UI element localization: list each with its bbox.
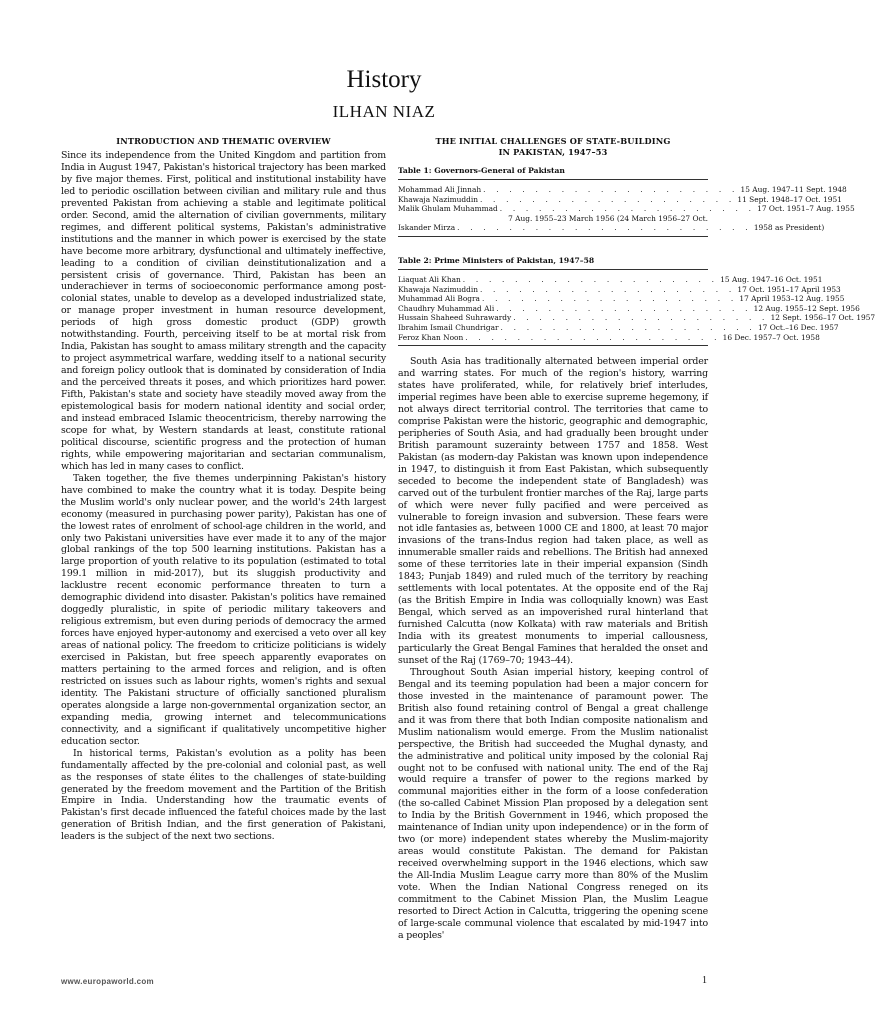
table-row — [398, 223, 825, 233]
leader-dots: . . . . . . . . . . . . . . . . . . . . — [462, 274, 719, 284]
table-rule — [398, 269, 708, 270]
page-title: History — [346, 66, 422, 93]
table-cell-dates: 15 Aug. 1947–11 Sept. 1948 — [740, 185, 847, 194]
table-governors-general — [398, 166, 855, 237]
table-cell-name: Khawaja Nazimuddin — [398, 284, 478, 294]
table-row — [398, 303, 860, 314]
table-cell-name: Feroz Khan Noon — [398, 332, 464, 342]
table-prime-ministers — [398, 255, 875, 346]
table-caption: Table 2: Prime Ministers of Pakistan, 1947–58 — [398, 255, 595, 265]
table-caption: Table 1: Governors-General of Pakistan — [398, 166, 565, 175]
table-row — [398, 322, 839, 333]
table-row — [398, 332, 820, 343]
leader-dots: . . . . . . . . . . . . . . . . . . . . — [465, 332, 721, 342]
table-cell-name: Malik Ghulam Muhammad — [398, 204, 498, 214]
body-paragraph: In historical terms, Pakistan's evolution as a polity has been fundamentally affected by the pre-colonial and colonial past, as well as the responses of state élites to the challenges of state-building generated by the freedom movement and the Partition of the British Empire in India. Understanding how the traumatic events of Pakistan's first decade influenced the fateful choices made by the last generation of British Indian, and the first generation of Pakistani, leaders is the subject of the next two sections. — [61, 747, 386, 843]
leader-dots: . . . . . . . . . . . . . . . . . . . . — [483, 185, 739, 194]
section-heading-line: THE INITIAL CHALLENGES OF STATE-BUILDING — [435, 136, 671, 146]
table-cell-name: Hussain Shaheed Suhrawardy — [398, 313, 512, 323]
footer-website: www.europaworld.com — [61, 977, 154, 986]
left-column — [61, 133, 386, 843]
table-cell-dates: 11 Sept. 1948–17 Oct. 1951 — [737, 194, 842, 204]
body-paragraph: South Asia has traditionally alternated between imperial order and warring states. For much of the region's history, warring states have proliferated, while, for relatively brief interludes, imperial regimes have been able to exercise supreme hegemony, if not always direct territorial control. The territories that came to comprise Pakistan were the historic, geographic and demographic, peripheries of South Asia, and had gradually been brought under British paramount suzerainty between 1757 and 1858. West Pakistan (as modern-day Pakistan was known upon independence in 1947, to distinguish it from East Pakistan, which subsequently seceded to become the independent state of Bangladesh) was carved out of the turbulent frontier marches of the Raj, large parts of which were never fully pacified and were perceived as vulnerable to foreign invasion and subversion. These fears were not idle fantasies as, between 1000 CE and 1800, at least 70 major invasions of the trans-Indus region had taken place, as well as innumerable smaller raids and rebellions. The British had annexed some of these territories late in their imperial expansion (Sindh 1843; Punjab 1849) and ruled much of the territory by reaching settlements with local potentates. At the opposite end of the Raj (as the British Empire in India was colloquially known) was East Bengal, which served as an impoverished rural hinterland that furnished Calcutta (now Kolkata) with raw materials and British India with its greatest monuments to imperial callousness, particularly the Great Bengal Famines that heralded the onset and sunset of the Raj (1769–70; 1943–44). — [398, 356, 708, 666]
body-paragraph: Throughout South Asian imperial history, keeping control of Bengal and its teeming population had been a major concern for those invested in the maintenance of paramount power. The British also found retaining control of Bengal a great challenge and it was from there that both Indian composite nationalism and Muslim nationalism would emerge. From the Muslim nationalist perspective, the British had succeeded the Mughal dynasty, and the administrative and political unity imposed by the colonial Raj ought not to be confused with national unity. The end of the Raj would require a transfer of power to the regions marked by communal majorities either in the form of a loose confederation (the so-called Cabinet Mission Plan proposed by a delegation sent to India by the British Government in 1946, which proposed the maintenance of Indian unity upon independence) or in the form of two (or more) independent states whereby the Muslim-majority areas would constitute Pakistan. The demand for Pakistan received overwhelming support in the 1946 elections, which saw the All-India Muslim League carry more than 80% of the Muslim vote. When the Indian National Congress reneged on its commitment to the Cabinet Mission Plan, the Muslim League resorted to Direct Action in Calcutta, triggering the opening scene of large-scale communal violence that escalated by mid-1947 into a peoples' — [398, 666, 708, 941]
table-row — [398, 204, 855, 214]
table-rule — [398, 179, 708, 180]
table-row — [398, 313, 875, 323]
table-cell-name: Iskander Mirza — [398, 223, 456, 233]
table-cell-name: Muhammad Ali Bogra — [398, 294, 480, 304]
body-paragraph: Taken together, the five themes underpinning Pakistan's history have combined to make the country what it is today. Despite being the Muslim world's only nuclear power, and the world's 24th largest economy (measured in purchasing power parity), Pakistan has one of the lowest rates of enrolment of school-age children in the world, and only two Pakistani universities have ever made it to any of the major global rankings of the top 500 learning institutions. Pakistan has a large proportion of youth relative to its population (estimated to total 199.1 million in mid-2017), but its sluggish productivity and lacklustre recent economic performance threaten to turn a demographic dividend into disaster. Pakistan's politics have remained doggedly pluralistic, in spite of periodic military takeovers and religious extremism, but even during periods of democracy the armed forces have enjoyed hyper-autonomy and exercised a veto over all key areas of national policy. The freedom to criticize politicians is widely exercised in Pakistan, but free speech apparently evaporates on matters pertaining to the armed forces and religion, and is often restricted on issues such as labour rights, women's rights and sexual identity. The Pakistani structure of officially sanctioned pluralism operates alongside a large non-governmental organization sector, an expanding media, growing internet and telecommunications connectivity, and a significant if qualitatively uncompetitive higher education sector. — [61, 472, 386, 747]
table-row — [398, 284, 841, 295]
table-cell-dates: 17 Oct. 1951–7 Aug. 1955 — [757, 204, 855, 214]
table-row — [398, 185, 847, 195]
table-row — [398, 294, 845, 304]
leader-dots: . . . . . . . . . . . . . . . . . . . . — [479, 194, 736, 204]
table-cell-dates: 1958 as President) — [753, 223, 825, 233]
table-cell-dates: 17 Oct. 1951–17 April 1953 — [737, 284, 841, 294]
author-name: ILHAN NIAZ — [332, 102, 436, 121]
section-heading-line: IN PAKISTAN, 1947–53 — [498, 147, 608, 157]
table-row — [398, 194, 842, 205]
table-cell-name: Khawaja Nazimuddin — [398, 194, 478, 204]
table-cell-dates: 12 Sept. 1956–17 Oct. 1957 — [770, 313, 875, 323]
table-cell-name: Chaudhry Muhammad Ali — [398, 303, 495, 313]
leader-dots: . . . . . . . . . . . . . . . . . . . . — [479, 284, 736, 294]
body-paragraph: Since its independence from the United Kingdom and partition from India in August 1947, Pakistan's historical trajectory has been marked by five major themes. First, political and institutional instability have led to periodic oscillation between civilian and military rule and thus prevented Pakistan from achieving a stable and legitimate political order. Second, amid the alternation of civilian governments, military regimes, and different political systems, Pakistan's administrative institutions and the manner in which power is exercised by the state have become more arbitrary, dysfunctional and ultimately ineffective, leading to a condition of civilian deinstitutionalization and a persistent crisis of governance. Third, Pakistan has been an underachiever in terms of socioeconomic performance among post-colonial states, unable to develop as a developed industrialized state, or manage proper investment in human resource development, periods of high gross domestic product (GDP) growth notwithstanding. Fourth, perceiving itself to be at mortal risk from India, Pakistan has sought to amass military strength and the capacity to project asymmetrical warfare, wedding itself to a national security and foreign policy outlook that is dominated by consideration of India and the perceived threats it poses, and which prioritizes hard power. Fifth, Pakistan's state and society have steadily moved away from the epistemological basis for modern national identity and social order, and instead embraced Islamic theocentricism, thereby narrowing the scope for what, by Western standards at least, constitute rational political discourse, scientific progress and the protection of human rights, while empowering majoritarian and sectarian communalism, which has led in many cases to conflict. — [61, 150, 387, 472]
section-heading-introduction: INTRODUCTION AND THEMATIC OVERVIEW — [116, 136, 331, 146]
leader-dots: . . . . . . . . . . . . . . . . . . . . . . . — [457, 223, 752, 233]
table-row — [398, 274, 823, 285]
table-cell-dates: 16 Dec. 1957–7 Oct. 1958 — [722, 332, 820, 342]
table-cell-name: Ibrahim Ismail Chundrigar — [398, 322, 499, 332]
page-number: 1 — [702, 975, 707, 986]
table-cell-dates: 17 Oct.–16 Dec. 1957 — [757, 322, 839, 332]
leader-dots: . . . . . . . . . . . . . . . . . . . . — [499, 204, 756, 214]
leader-dots: . . . . . . . . . . . . . . . . . . . . — [481, 294, 738, 304]
leader-dots: . . . . . . . . . . . . . . . . . . . . — [496, 303, 752, 313]
table-rule — [398, 236, 708, 237]
table-rule — [398, 345, 708, 346]
table-cell-name: Liaquat Ali Khan — [398, 274, 461, 284]
right-column — [398, 133, 875, 942]
table-cell-dates: 17 April 1953–12 Aug. 1955 — [739, 294, 845, 304]
section-heading-state-building — [398, 136, 708, 158]
leader-dots: . . . . . . . . . . . . . . . . . . . . — [500, 322, 756, 332]
table-row-continuation: 7 Aug. 1955–23 March 1956 (24 March 1956–27 Oct. — [508, 213, 708, 223]
table-cell-dates: 15 Aug. 1947–16 Oct. 1951 — [720, 274, 823, 284]
leader-dots: . . . . . . . . . . . . . . . . . . . . — [513, 313, 769, 323]
table-cell-dates: 12 Aug. 1955–12 Sept. 1956 — [753, 303, 860, 313]
table-cell-name: Mohammad Ali Jinnah — [398, 185, 482, 194]
